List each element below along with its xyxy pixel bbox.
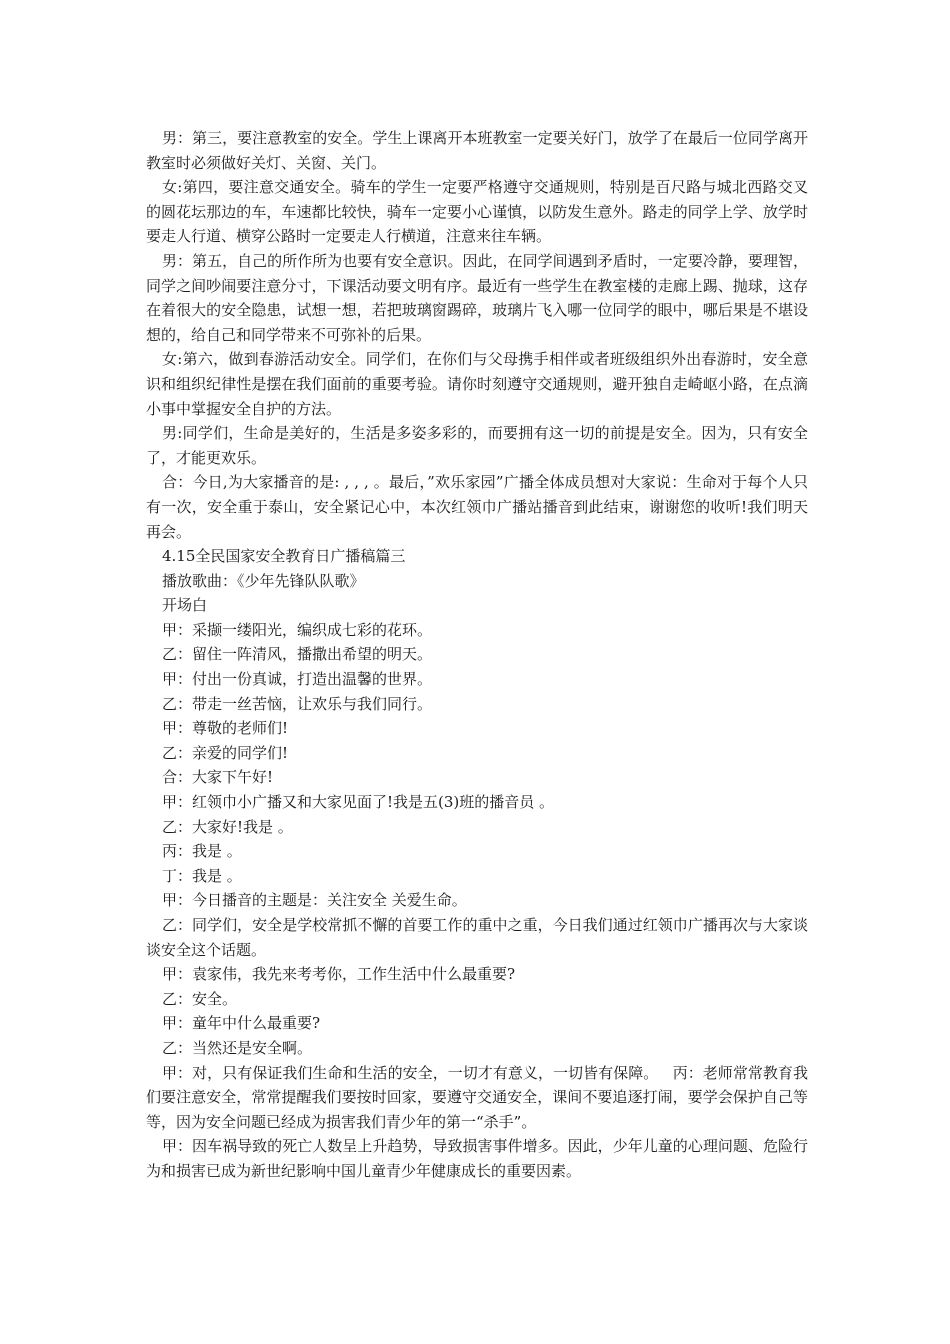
paragraph: 合：今日,为大家播音的是: , , , 。最后，”欢乐家园”广播全体成员想对大家说：生命对于每个人只有一次，安全重于泰山，安全紧记心中，本次红领巾广播站播音到此结束，谢谢您的收听!我们明天再会。 bbox=[146, 473, 808, 541]
paragraph: 开场白 bbox=[162, 596, 208, 615]
script-line: 甲：今日播音的主题是：关注安全 关爱生命。 bbox=[162, 891, 467, 910]
script-line: 乙：亲爱的同学们! bbox=[162, 743, 289, 762]
script-line: 甲：采撷一缕阳光，编织成七彩的花环。 bbox=[162, 620, 433, 639]
script-line: 丙：我是 。 bbox=[162, 842, 242, 861]
script-line: 甲：童年中什么最重要? bbox=[162, 1014, 321, 1033]
paragraph: 男:同学们，生命是美好的，生活是多姿多彩的，而要拥有这一切的前提是安全。因为，只有安全了，才能更欢乐。 bbox=[146, 424, 808, 467]
script-line: 乙：大家好!我是 。 bbox=[162, 817, 293, 836]
paragraph: 男：第五，自己的所作所为也要有安全意识。因此，在同学间遇到矛盾时，一定要冷静，要理智，同学之间吵闹要注意分寸，下课活动要文明有序。最近有一些学生在教室楼的走廊上踢、抛球，这存在着很大的安全隐患，试想一想，若把玻璃窗踢碎，玻璃片飞入哪一位同学的眼中，哪后果是不堪设想的，给自己和同学带来不可弥补的后果。 bbox=[146, 251, 808, 344]
script-line: 甲：袁家伟，我先来考考你，工作生活中什么最重要? bbox=[162, 965, 516, 984]
paragraph: 播放歌曲：《少年先锋队队歌》 bbox=[162, 571, 365, 590]
script-line: 丁：我是 。 bbox=[162, 866, 242, 885]
script-line: 甲：对，只有保证我们生命和生活的安全，一切才有意义，一切皆有保障。 丙：老师常常教育我们要注意安全，常常提醒我们要按时回家，要遵守交通安全，课间不要追逐打闹，要学会保护自己等等，因为安全问题已经成为损害我们青少年的第一“杀手”。 bbox=[146, 1063, 808, 1131]
script-line: 甲：尊敬的老师们! bbox=[162, 719, 289, 738]
script-line: 乙：安全。 bbox=[162, 989, 238, 1008]
script-line: 乙：同学们，安全是学校常抓不懈的首要工作的重中之重，今日我们通过红领巾广播再次与大家谈谈安全这个话题。 bbox=[146, 916, 808, 959]
paragraph: 女:第四，要注意交通安全。骑车的学生一定要严格遵守交通规则，特别是百尺路与城北西路交叉的圆花坛那边的车，车速都比较快，骑车一定要小心谨慎，以防发生意外。路走的同学上学、放学时要走人行道、横穿公路时一定要走人行横道，注意来往车辆。 bbox=[146, 178, 808, 246]
section-heading: 4.15全民国家安全教育日广播稿篇三 bbox=[162, 547, 406, 566]
script-line: 乙：当然还是安全啊。 bbox=[162, 1038, 313, 1057]
paragraph: 男：第三，要注意教室的安全。学生上课离开本班教室一定要关好门，放学了在最后一位同学离开教室时必须做好关灯、关窗、关门。 bbox=[146, 129, 808, 172]
document-body bbox=[146, 126, 808, 1184]
script-line: 乙：带走一丝苦恼，让欢乐与我们同行。 bbox=[162, 694, 433, 713]
paragraph: 女:第六，做到春游活动安全。同学们，在你们与父母携手相伴或者班级组织外出春游时，安全意识和组织纪律性是摆在我们面前的重要考验。请你时刻遵守交通规则，避开独自走崎岖小路，在点滴小事中掌握安全自护的方法。 bbox=[146, 350, 808, 418]
script-line: 乙：留住一阵清风，播撒出希望的明天。 bbox=[162, 645, 433, 664]
script-line: 合：大家下午好! bbox=[162, 768, 274, 787]
script-line: 甲：红领巾小广播又和大家见面了!我是五(3)班的播音员 。 bbox=[162, 793, 555, 812]
script-line: 甲：付出一份真诚，打造出温馨的世界。 bbox=[162, 670, 433, 689]
script-line: 甲：因车祸导致的死亡人数呈上升趋势，导致损害事件增多。因此，少年儿童的心理问题、危险行为和损害已成为新世纪影响中国儿童青少年健康成长的重要因素。 bbox=[146, 1137, 808, 1180]
